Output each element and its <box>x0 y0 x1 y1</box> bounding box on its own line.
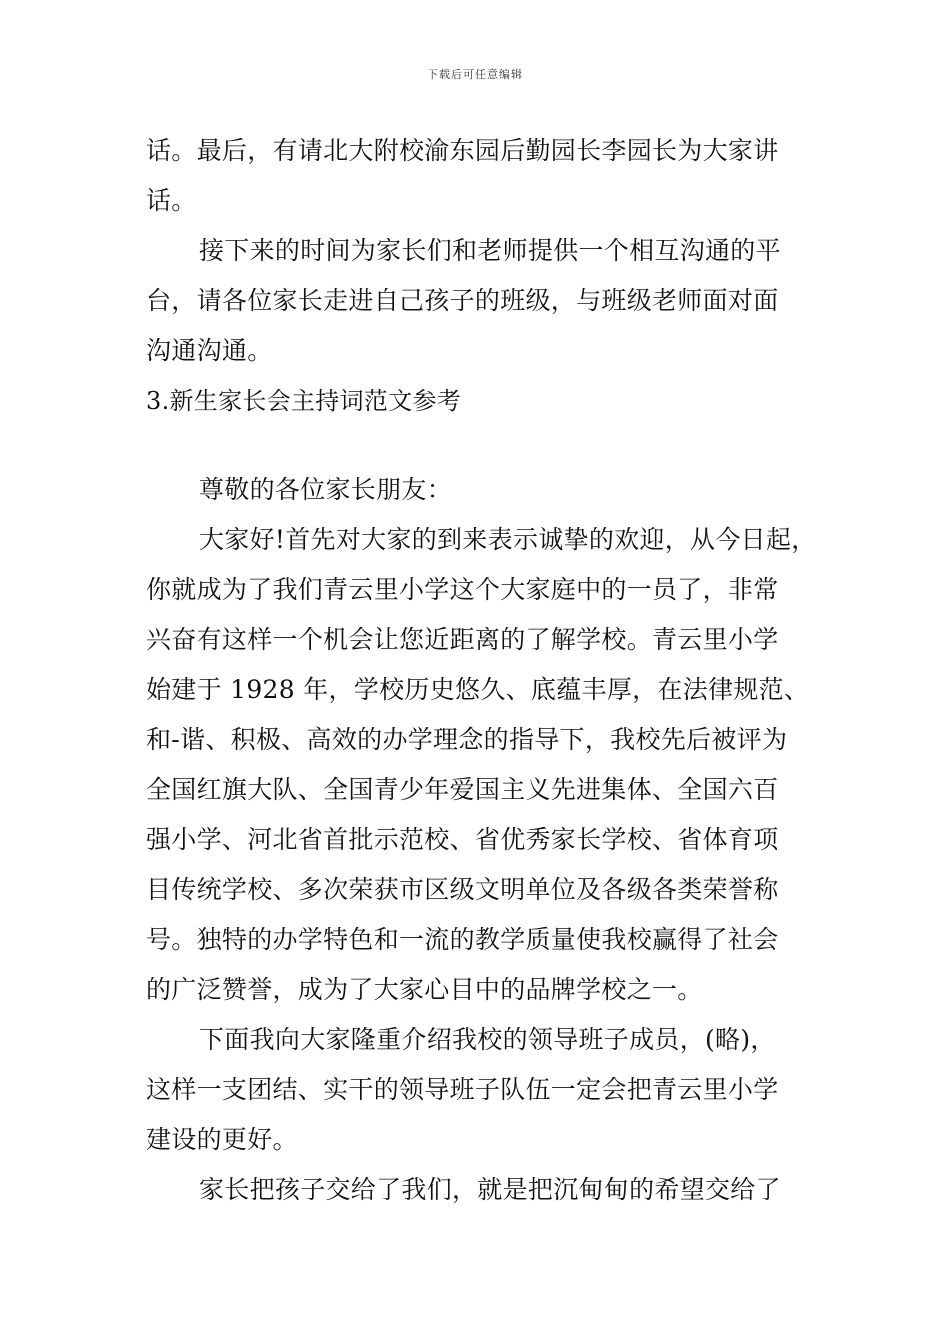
text-line: 台，请各位家长走进自己孩子的班级，与班级老师面对面 <box>146 286 779 315</box>
text-line: 兴奋有这样一个机会让您近距离的了解学校。青云里小学 <box>146 625 779 654</box>
paragraph-start-line: 接下来的时间为家长们和老师提供一个相互沟通的平 <box>199 236 781 265</box>
text-line: 话。 <box>146 186 197 215</box>
paragraph-start-line: 家长把孩子交给了我们，就是把沉甸甸的希望交给了 <box>199 1175 781 1204</box>
salutation-line: 尊敬的各位家长朋友： <box>199 475 453 504</box>
text-line: 强小学、河北省首批示范校、省优秀家长学校、省体育项 <box>146 825 779 854</box>
paragraph-start-line: 下面我向大家隆重介绍我校的领导班子成员，(略)， <box>199 1025 776 1054</box>
paragraph-start-line: 大家好!首先对大家的到来表示诚挚的欢迎，从今日起， <box>199 525 817 554</box>
text-line: 的广泛赞誉，成为了大家心目中的品牌学校之一。 <box>146 975 703 1004</box>
text-line: 目传统学校、多次荣获市区级文明单位及各级各类荣誉称 <box>146 875 779 904</box>
text-line: 建设的更好。 <box>146 1125 298 1154</box>
text-line: 这样一支团结、实干的领导班子队伍一定会把青云里小学 <box>146 1075 779 1104</box>
text-line: 和-谐、积极、高效的办学理念的指导下，我校先后被评为 <box>146 725 788 754</box>
page-header-note: 下载后可任意编辑 <box>427 68 523 81</box>
section-heading: 3.新生家长会主持词范文参考 <box>146 387 462 415</box>
text-line: 号。独特的办学特色和一流的教学质量使我校赢得了社会 <box>146 925 779 954</box>
section-gap <box>146 426 814 465</box>
text-line: 全国红旗大队、全国青少年爱国主义先进集体、全国六百 <box>146 775 779 804</box>
text-line: 你就成为了我们青云里小学这个大家庭中的一员了，非常 <box>146 575 779 604</box>
text-line: 始建于 1928 年，学校历史悠久、底蕴丰厚，在法律规范、 <box>146 675 810 704</box>
text-line: 话。最后，有请北大附校渝东园后勤园长李园长为大家讲 <box>146 136 779 165</box>
document-body <box>146 126 817 1215</box>
text-line: 沟通沟通。 <box>146 336 273 365</box>
